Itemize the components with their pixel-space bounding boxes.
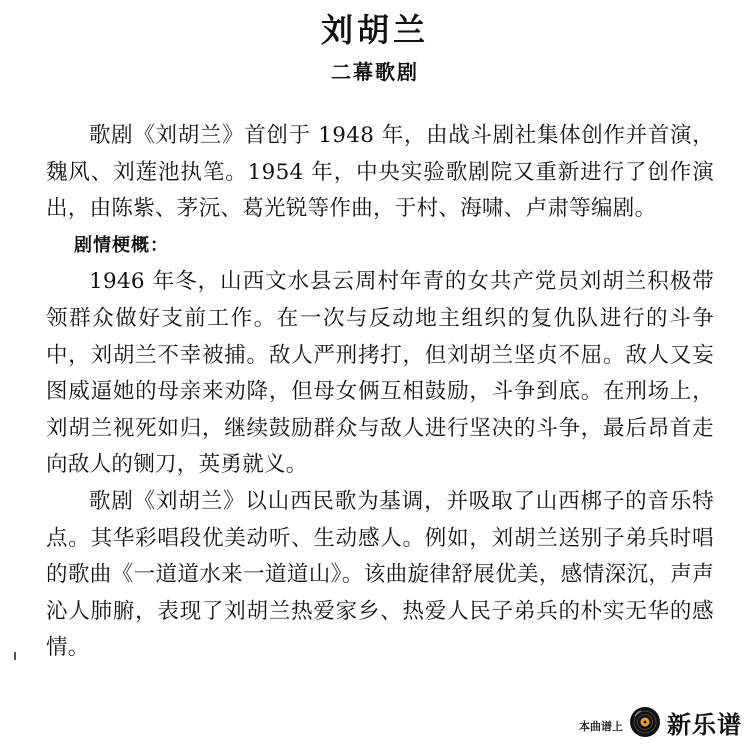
synopsis-paragraph: 1946 年冬，山西文水县云周村年青的女共产党员刘胡兰积极带领群众做好支前工作。在一次与反动地主组织的复仇队进行的斗争中，刘胡兰不幸被捕。敌人严刑拷打，但刘胡兰坚贞不屈。敌人又妄图威逼她的母亲来劝降，但母女俩互相鼓励，斗争到底。在刑场上，刘胡兰视死如归，继续鼓励群众与敌人进行坚决的斗争，最后昂首走向敌人的铡刀，英勇就义。 [46, 269, 714, 478]
article-body [46, 118, 714, 667]
watermark-small-text: 本曲谱上 [579, 720, 623, 733]
music-paragraph: 歌剧《刘胡兰》以山西民歌为基调，并吸取了山西梆子的音乐特点。其华彩唱段优美动听、生动感人。例如，刘胡兰送别子弟兵时唱的歌曲《一道道水来一道道山》。该曲旋律舒展优美，感情深沉，声声沁人肺腑，表现了刘胡兰热爱家乡、热爱人民子弟兵的朴实无华的感情。 [46, 488, 714, 661]
site-watermark [579, 704, 742, 740]
record-disc-icon [629, 706, 661, 738]
intro-paragraph: 歌剧《刘胡兰》首创于 1948 年，由战斗剧社集体创作并首演，魏风、刘莲池执笔。1954 年，中央实验歌剧院又重新进行了创作演出，由陈紫、茅沅、葛光锐等作曲，于村、海啸、卢肃等编剧。 [46, 123, 714, 222]
page-subtitle: 二幕歌剧 [331, 60, 419, 84]
page-title: 刘胡兰 [320, 11, 429, 49]
watermark-brand-text: 新乐谱 [667, 710, 742, 739]
synopsis-heading: 剧情梗概： [74, 234, 169, 256]
scan-edge-mark [14, 652, 16, 660]
